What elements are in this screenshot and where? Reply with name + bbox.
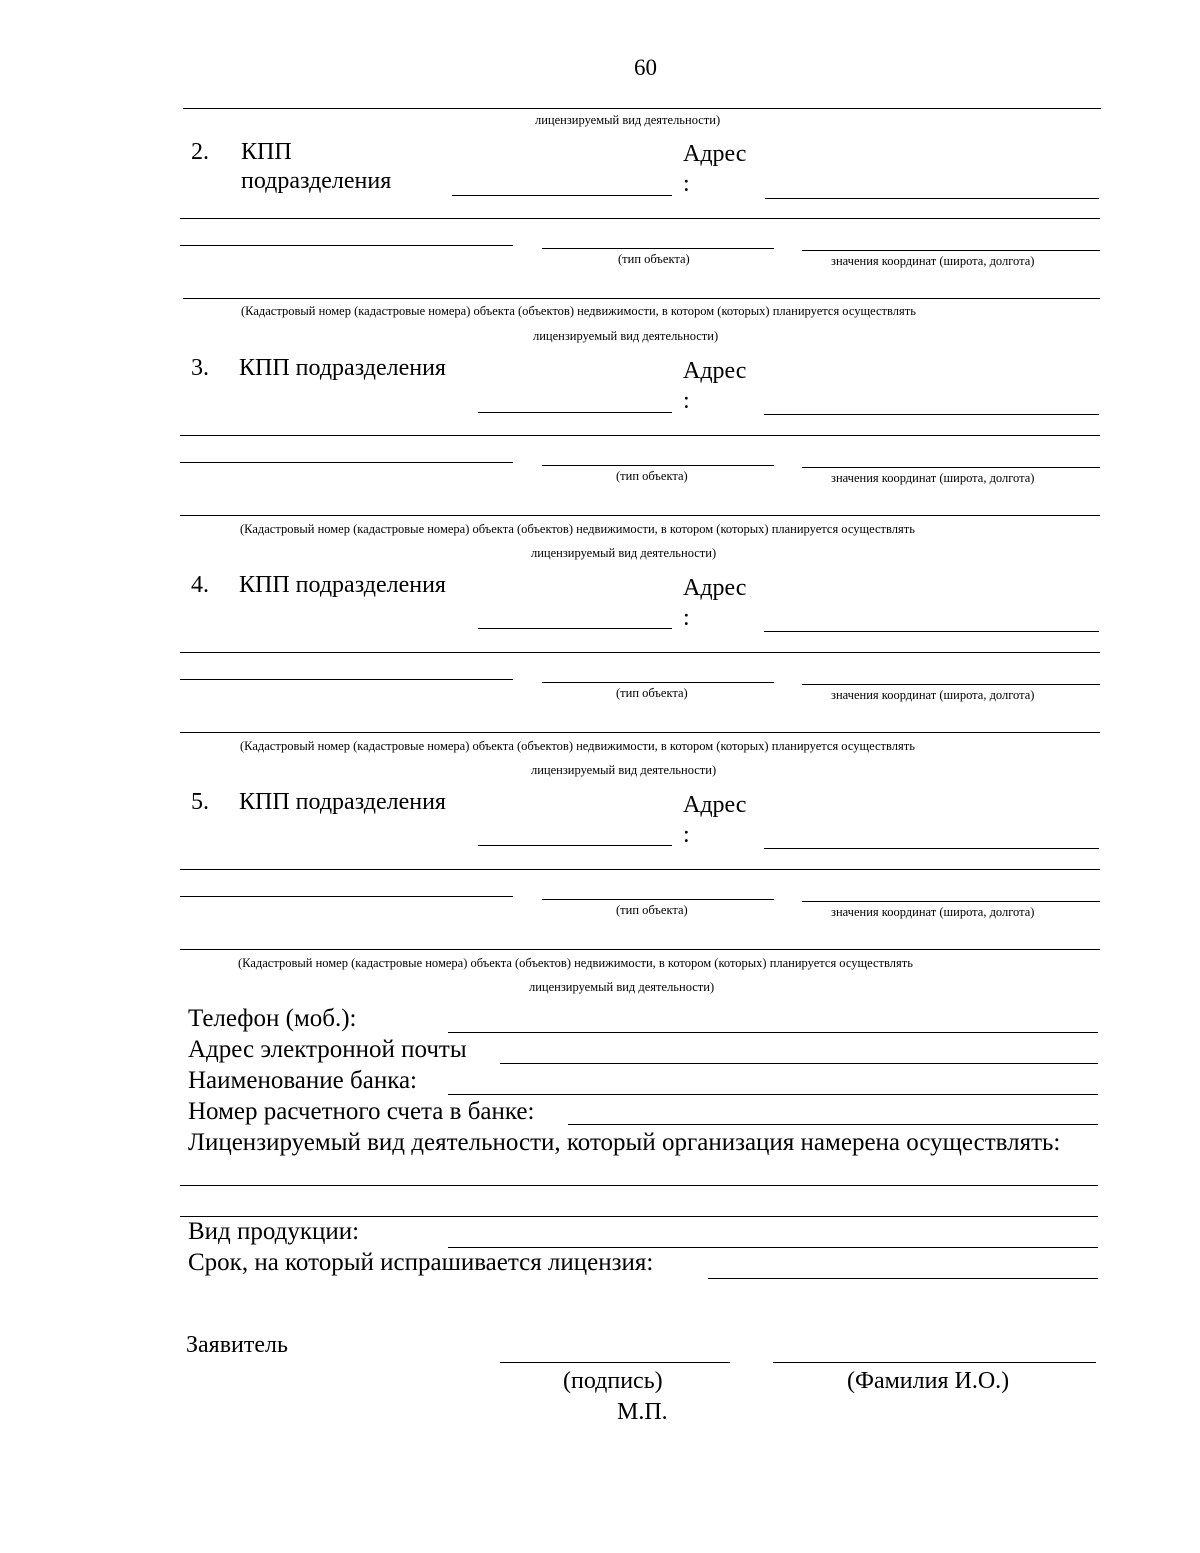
object-type-caption: (тип объекта) [616,469,688,483]
kpp-input-line[interactable] [478,412,672,413]
coords-caption: значения координат (широта, долгота) [831,471,1035,485]
page-number: 60 [634,55,657,80]
address-line-2[interactable] [180,869,1100,870]
object-type-line[interactable] [542,465,774,466]
applicant-label: Заявитель [186,1332,288,1358]
kpp-label: КПП подразделения [239,355,446,381]
kpp-input-line[interactable] [478,845,672,846]
cadastral-line[interactable] [180,949,1100,950]
address-label: Адрес [683,358,747,384]
activity-caption: лицензируемый вид деятельности) [531,763,717,777]
coords-caption: значения координат (широта, долгота) [831,688,1035,702]
phone-input-line[interactable] [448,1032,1098,1033]
bank-input-line[interactable] [448,1094,1098,1095]
address-colon: : [683,822,690,848]
signature-input-line[interactable] [500,1362,730,1363]
activity-input-line-1[interactable] [180,1185,1098,1186]
block-number: 4. [191,572,209,598]
coords-line[interactable] [802,250,1100,251]
product-input-line[interactable] [448,1247,1098,1248]
coords-line[interactable] [802,684,1100,685]
block-number: 3. [191,355,209,381]
activity-line-top[interactable] [183,108,1101,109]
activity-caption-top: лицензируемый вид деятельности) [535,113,721,127]
block-number: 2. [191,139,209,165]
coords-line[interactable] [802,467,1100,468]
address-colon: : [683,388,690,414]
activity-caption: лицензируемый вид деятельности) [531,546,717,560]
kpp-label-continued: подразделения [241,168,392,194]
address-input-line[interactable] [765,198,1099,199]
term-input-line[interactable] [708,1278,1098,1279]
product-label: Вид продукции: [188,1218,360,1245]
address-label: Адрес [683,141,747,167]
bank-label: Наименование банка: [188,1067,418,1094]
address-input-line[interactable] [764,631,1099,632]
account-label: Номер расчетного счета в банке: [188,1098,535,1125]
address-line-2[interactable] [180,218,1100,219]
cadastral-line[interactable] [180,732,1100,733]
address-colon: : [683,605,690,631]
activity-caption: лицензируемый вид деятельности) [529,980,715,994]
cadastral-line[interactable] [180,515,1100,516]
kpp-label: КПП подразделения [239,572,446,598]
address-label: Адрес [683,575,747,601]
phone-label: Телефон (моб.): [188,1005,357,1032]
coords-caption: значения координат (широта, долгота) [831,254,1035,268]
name-caption: (Фамилия И.О.) [847,1368,1010,1394]
object-type-caption: (тип объекта) [616,686,688,700]
kpp-input-line[interactable] [452,195,672,196]
object-type-line[interactable] [542,682,774,683]
cadastral-line[interactable] [183,298,1100,299]
object-left-line[interactable] [180,462,513,463]
name-input-line[interactable] [773,1362,1096,1363]
object-type-line[interactable] [542,248,774,249]
address-input-line[interactable] [764,848,1099,849]
address-input-line[interactable] [764,414,1099,415]
email-label: Адрес электронной почты [188,1036,467,1063]
kpp-label: КПП [241,139,292,165]
address-label: Адрес [683,792,747,818]
object-type-caption: (тип объекта) [616,903,688,917]
term-label: Срок, на который испрашивается лицензия: [188,1249,654,1276]
object-left-line[interactable] [180,679,513,680]
activity-caption: лицензируемый вид деятельности) [533,329,719,343]
cadastral-caption: (Кадастровый номер (кадастровые номера) объекта (объектов) недвижимости, в котором (которых) планируется осуществлять [241,304,916,318]
address-line-2[interactable] [180,652,1100,653]
object-type-caption: (тип объекта) [618,252,690,266]
block-number: 5. [191,789,209,815]
object-type-line[interactable] [542,899,774,900]
kpp-input-line[interactable] [478,628,672,629]
address-colon: : [683,171,690,197]
stamp-label: М.П. [617,1399,668,1425]
activity-input-line-2[interactable] [180,1216,1098,1217]
cadastral-caption: (Кадастровый номер (кадастровые номера) объекта (объектов) недвижимости, в котором (которых) планируется осуществлять [238,956,913,970]
cadastral-caption: (Кадастровый номер (кадастровые номера) объекта (объектов) недвижимости, в котором (которых) планируется осуществлять [240,522,915,536]
signature-caption: (подпись) [563,1368,663,1394]
email-input-line[interactable] [500,1063,1098,1064]
object-left-line[interactable] [180,245,513,246]
cadastral-caption: (Кадастровый номер (кадастровые номера) объекта (объектов) недвижимости, в котором (которых) планируется осуществлять [240,739,915,753]
kpp-label: КПП подразделения [239,789,446,815]
object-left-line[interactable] [180,896,513,897]
coords-line[interactable] [802,901,1100,902]
activity-label: Лицензируемый вид деятельности, который организация намерена осуществлять: [188,1129,1061,1156]
account-input-line[interactable] [568,1124,1098,1125]
coords-caption: значения координат (широта, долгота) [831,905,1035,919]
address-line-2[interactable] [180,435,1100,436]
